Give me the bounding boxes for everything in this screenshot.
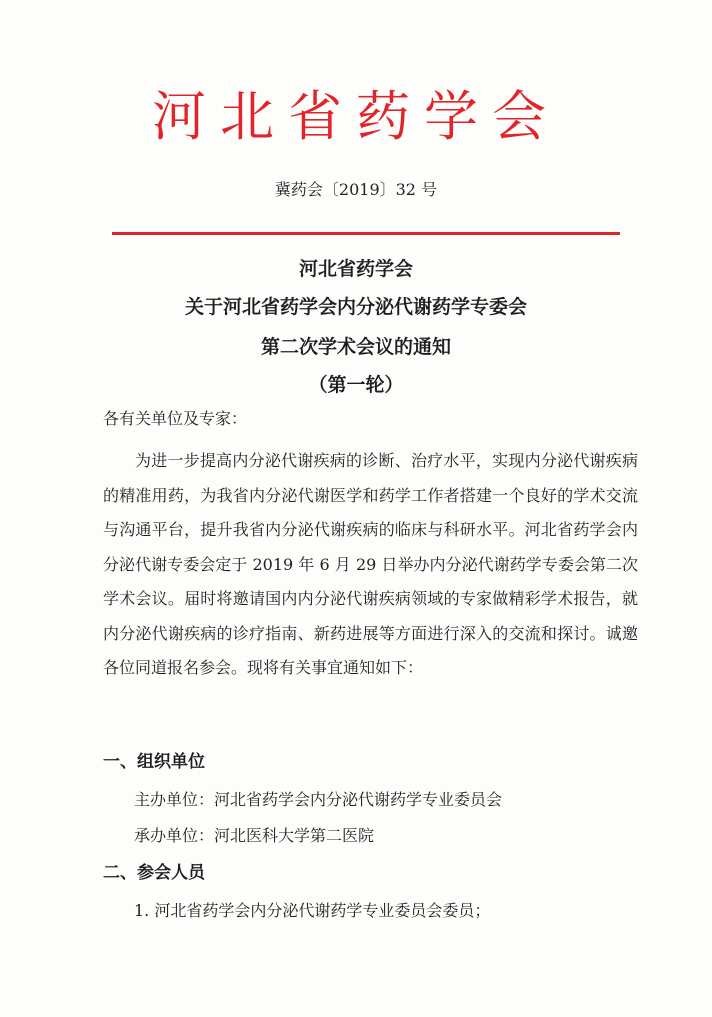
organizer-host: 主办单位：河北省药学会内分泌代谢药学专业委员会 <box>134 790 503 809</box>
letterhead-divider <box>112 232 620 235</box>
document-number: 冀药会〔2019〕32 号 <box>274 180 438 199</box>
section-heading-organizers: 一、组织单位 <box>103 752 205 772</box>
title-line-2: 关于河北省药学会内分泌代谢药学专委会 <box>184 296 527 318</box>
title-line-3: 第二次学术会议的通知 <box>260 336 451 358</box>
title-round: （第一轮） <box>308 374 404 396</box>
body-paragraph: 为进一步提高内分泌代谢疾病的诊断、治疗水平，实现内分泌代谢疾病的精准用药，为我省内分泌代谢医学和药学工作者搭建一个良好的学术交流与沟通平台，提升我省内分泌代谢疾病的临床与科研水平。河北省药学会内分泌代谢专委会定于 2019 年 6 月 29 日举办内分泌代谢药学专委会第二次学术会议。届时将邀请国内内分泌代谢疾病领域的专家做精彩学术报告，就内分泌代谢疾病的诊疗指南、新药进展等方面进行深入的交流和探讨。诚邀各位同道报名参会。现将有关事宜通知如下： <box>103 451 638 677</box>
organizer-undertaker: 承办单位：河北医科大学第二医院 <box>134 826 375 845</box>
title-line-1: 河北省药学会 <box>298 258 413 280</box>
section-heading-attendees: 二、参会人员 <box>103 863 205 883</box>
attendee-item-1: 1. 河北省药学会内分泌代谢药学专业委员会委员； <box>134 901 491 920</box>
letterhead-org-name: 河北省药学会 <box>152 85 560 148</box>
salutation: 各有关单位及专家： <box>103 409 248 428</box>
